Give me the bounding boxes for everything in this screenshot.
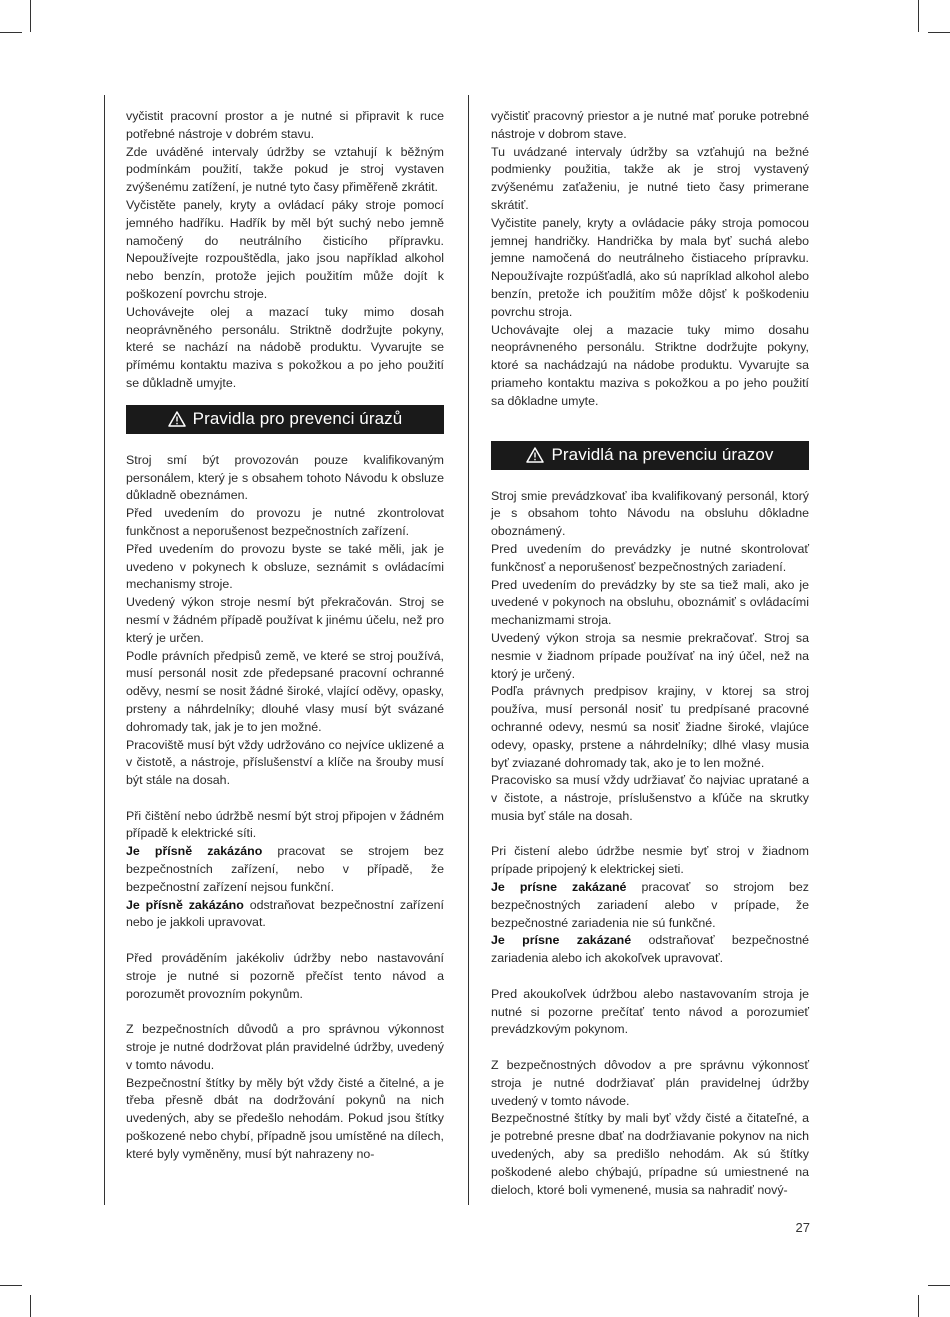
left-paragraph: Uvedený výkon stroje nesmí být překračován. Stroj se nesmí v žádném případě používat k jinému účelu, než pro který je určen. (126, 595, 444, 645)
left-column-rule (104, 95, 105, 1205)
right-intro-paragraph: Uchovávajte olej a mazacie tuky mimo dosahu neoprávneného personálu. Striktne dodržujte pokyny, ktoré sa nachádzajú na nádobe produktu. Vyvarujte sa priameho kontaktu maziva s pokožkou a po jeho použití sa dôkladne umyte. (491, 322, 809, 408)
crop-mark (928, 1285, 950, 1286)
right-paragraph: Pracovisko sa musí vždy udržiavať čo najviac upratané a v čistote, a nástroje, príslušenstvo a kľúče na skrutky musia byť stále na dosah. (491, 773, 809, 823)
right-paragraph: Pred akoukoľvek údržbou alebo nastavovaním stroja je nutné si pozorne prečítať tento návod a porozumieť prevádzkovým pokynom. (491, 986, 809, 1037)
right-paragraph: Podľa právnych predpisov krajiny, v ktorej sa stroj používa, musí personál nosiť tu predpísané pracovné ochranné odevy, nesmú sa nosiť žiadne široké, vlajúce odevy, opasky, prstene a náhrdelníky; dlhé vlasy musia byť zviazané dohromady tak, ako je to len možné. (491, 684, 809, 770)
left-paragraph: Z bezpečnostních důvodů a pro správnou výkonnost stroje je nutné dodržovat plán pravidelné údržby, uvedený v tomto návodu. (126, 1022, 444, 1072)
left-banner-title: Pravidla pro prevenci úrazů (192, 409, 403, 429)
crop-mark (0, 32, 22, 33)
right-paragraph: Stroj smie prevádzkovať iba kvalifikovaný personál, ktorý je s obsahom tohto Návodu na obsluhu dôkladne oboznámený. (491, 488, 809, 539)
right-prohibition-paragraph (491, 879, 809, 932)
right-prohibition-paragraph (491, 932, 809, 968)
right-prohibition-emphasis: Je prísne zakázané (491, 933, 632, 948)
right-paragraph: Pred uvedením do prevádzky by ste sa tiež mali, ako je uvedené v pokynoch na obsluhu, oboznámiť s ovládacími mechanizmami stroja. (491, 577, 809, 628)
left-paragraph: Před uvedením do provozu byste se také měli, jak je uvedeno v pokynech k obsluze, seznámit s ovládacími mechanismy stroje. (126, 541, 444, 592)
left-paragraph: Bezpečnostní štítky by měly být vždy čisté a čitelné, a je třeba přesně dbát na dodržování pokynů na nich uvedených, aby se předešlo nehodám. Pokud jsou štítky poškozené nebo chybí, případně jsou umístěné na dílech, které byly vyměněny, musí být nahrazeny no- (126, 1075, 444, 1161)
crop-mark (918, 1295, 919, 1317)
left-intro-paragraph: vyčistit pracovní prostor a je nutné si připravit k ruce potřebné nástroje v dobrém stavu. (126, 109, 444, 141)
right-section-banner (491, 441, 809, 470)
crop-mark (918, 0, 919, 32)
right-banner-title: Pravidlá na prevenciu úrazov (551, 445, 774, 465)
right-prohibition-text: odstraňovať bezpečnostné zariadenia alebo ich akokoľvek upravovať. (491, 933, 809, 966)
warning-triangle-icon (526, 447, 544, 463)
right-paragraph: Pri čistení alebo údržbe nesmie byť stroj v žiadnom prípade pripojený k elektrickej sieti. (491, 844, 809, 877)
right-prohibition-emphasis: Je prísne zakázané (491, 880, 627, 895)
right-column (491, 108, 809, 1199)
right-prohibition-text: pracovať so strojom bez bezpečnostných zariadení alebo v prípade, že bezpečnostné zariadenia nie sú funkčné. (491, 880, 809, 930)
left-prohibition-text: odstraňovat bezpečnostní zařízení nebo je jakkoli upravovat. (126, 897, 444, 930)
left-section-banner (126, 405, 444, 434)
warning-triangle-icon (168, 411, 186, 427)
right-paragraph: Uvedený výkon stroja sa nesmie prekračovať. Stroj sa nesmie v žiadnom prípade používať na iný účel, než na ktorý je určený. (491, 630, 809, 681)
left-prohibition-paragraph (126, 897, 444, 933)
left-prohibition-emphasis: Je přísně zakázáno (126, 844, 263, 859)
left-paragraph: Před prováděním jakékoliv údržby nebo nastavování stroje je nutné si pozorně přečíst tento návod a porozumět provozním pokynům. (126, 951, 444, 1001)
crop-mark (928, 32, 950, 33)
page-number: 27 (795, 1220, 810, 1235)
left-paragraph: Při čištění nebo údržbě nesmí být stroj připojen v žádném případě k elektrické síti. (126, 808, 444, 841)
right-column-rule (468, 95, 469, 1205)
left-paragraph: Před uvedením do provozu je nutné zkontrolovat funkčnost a neporušenost bezpečnostních zařízení. (126, 506, 444, 538)
left-column (126, 108, 444, 1164)
crop-mark (30, 0, 31, 32)
right-paragraph: Pred uvedením do prevádzky je nutné skontrolovať funkčnosť a neporušenosť bezpečnostných zariadení. (491, 541, 809, 574)
left-prohibition-paragraph (126, 843, 444, 896)
left-intro-paragraph: Uchovávejte olej a mazací tuky mimo dosah neoprávněného personálu. Striktně dodržujte pokyny, které se nachází na nádobě produktu. Vyvarujte se přímému kontaktu maziva s pokožkou a po jeho použití se důkladně umyjte. (126, 304, 444, 390)
left-paragraph: Stroj smí být provozován pouze kvalifikovaným personálem, který je s obsahem tohoto Návodu k obsluze důkladně obeznámen. (126, 452, 444, 503)
right-paragraph: Bezpečnostné štítky by mali byť vždy čisté a čitateľné, a je potrebné presne dbať na dodržiavanie pokynov na nich uvedených, aby sa predišlo nehodám. Ak sú štítky poškodené alebo chýbajú, prípadne sú umiestnené na dieloch, ktoré boli vymenené, musia sa nahradiť nový- (491, 1111, 809, 1197)
left-prohibition-text: pracovat se strojem bez bezpečnostních zařízení, nebo v případě, že bezpečnostní zařízení nejsou funkční. (126, 844, 444, 894)
right-intro-paragraph: vyčistiť pracovný priestor a je nutné mať poruke potrebné nástroje v dobrom stave. (491, 109, 809, 141)
right-intro-paragraph: Vyčistite panely, kryty a ovládacie páky stroja pomocou jemnej handričky. Handrička by mala byť suchá alebo jemne namočená do neutrálneho čistiaceho prípravku. Nepoužívajte rozpúšťadlá, ako sú napríklad alkohol alebo benzín, pretože ich použitím môže dôjsť k poškodeniu povrchu stroja. (491, 215, 809, 319)
crop-mark (30, 1295, 31, 1317)
left-intro-paragraph: Vyčistěte panely, kryty a ovládací páky stroje pomocí jemného hadříku. Hadřík by měl být suchý nebo jemně namočený do neutrálního čisticího přípravku. Nepoužívejte rozpouštědla, jako jsou například alkohol nebo benzín, protože jejich použitím může dojít k poškození povrchu stroje. (126, 197, 444, 301)
left-paragraph: Pracoviště musí být vždy udržováno co nejvíce uklizené a v čistotě, a nástroje, příslušenství a klíče na šrouby musí být stále na dosah. (126, 737, 444, 788)
right-paragraph: Z bezpečnostných dôvodov a pre správnu výkonnosť stroja je nutné dodržiavať plán pravidelnej údržby uvedený v tomto návode. (491, 1058, 809, 1108)
left-intro-paragraph: Zde uváděné intervaly údržby se vztahují k běžným podmínkám použití, takže pokud je stroj vystaven zvýšenému zatížení, je nutné tyto časy přiměřeně zkrátit. (126, 144, 444, 195)
crop-mark (0, 1285, 22, 1286)
right-intro-paragraph: Tu uvádzané intervaly údržby sa vzťahujú na bežné podmienky použitia, takže ak je stroj vystavený zvýšenému zaťaženiu, je nutné tieto časy primerane skrátiť. (491, 144, 809, 212)
left-prohibition-emphasis: Je přísně zakázáno (126, 897, 244, 912)
left-paragraph: Podle právních předpisů země, ve které se stroj používá, musí personál nosit zde předepsané pracovní ochranné oděvy, nesmí se nosit žádné široké, vlající oděvy, opasky, prsteny a náhrdelníky; dlouhé vlasy musí být svázané dohromady tak, jak je to jen možné. (126, 648, 444, 734)
